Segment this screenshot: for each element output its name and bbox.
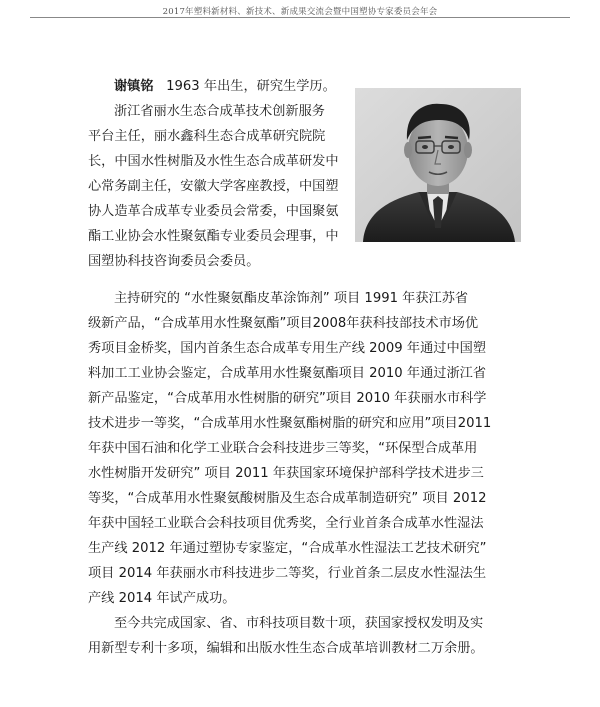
achievement-line: 年获中国轻工业联合会科技项目优秀奖，全行业首条合成革水性湿法 [88,516,484,531]
summary-line: 至今共完成国家、省、市科技项目数十项，获国家授权发明及实 [114,616,484,631]
achievement-line: 项目 2014 年获丽水市科技进步二等奖，行业首条二层皮水性湿法生 [88,566,487,581]
achievements-paragraph [88,286,528,611]
intro-line: 长，中国水性树脂及水性生态合成革研发中 [88,154,339,169]
achievement-line: 水性树脂开发研究” 项目 2011 年获国家环境保护部科学技术进步三 [88,466,484,481]
intro-first-line [114,74,352,99]
birth-education-text: 1963 年出生，研究生学历。 [166,79,336,94]
achievement-line: 等奖，“合成革用水性聚氨酸树脂及生态合成革制造研究” 项目 2012 [88,491,487,506]
achievement-line: 生产线 2012 年通过塑协专家鉴定，“合成革水性湿法工艺技术研究” [88,541,487,556]
achievement-line: 产线 2014 年试产成功。 [88,591,236,606]
intro-line: 平台主任，丽水鑫科生态合成革研究院院 [88,129,326,144]
achievement-line: 主持研究的 “水性聚氨酯皮革涂饰剂” 项目 1991 年获江苏省 [114,291,469,306]
intro-line: 国塑协科技咨询委员会委员。 [88,254,260,269]
achievement-line: 料加工工业协会鉴定，合成革用水性聚氨酯项目 2010 年通过浙江省 [88,366,487,381]
intro-line: 酯工业协会水性聚氨酯专业委员会理事，中 [88,229,339,244]
person-name: 谢镇铭 [114,79,154,94]
header-rule [30,17,570,18]
portrait-photo [355,88,521,242]
summary-line: 用新型专利十多项，编辑和出版水性生态合成革培训教材二万余册。 [88,641,484,656]
intro-line: 心常务副主任，安徽大学客座教授，中国塑 [88,179,339,194]
achievement-line: 新产品鉴定，“合成革用水性树脂的研究”项目 2010 年获丽水市科学 [88,391,487,406]
achievement-line: 年获中国石油和化学工业联合会科技进步三等奖，“环保型合成革用 [88,441,478,456]
intro-line: 浙江省丽水生态合成革技术创新服务 [114,104,325,119]
achievement-line: 技术进步一等奖，“合成革用水性聚氨酯树脂的研究和应用”项目2011 [88,416,492,431]
achievement-line: 秀项目金桥奖，国内首条生态合成革专用生产线 2009 年通过中国塑 [88,341,487,356]
summary-paragraph [88,611,528,661]
running-header: 2017年塑料新材料、新技术、新成果交流会暨中国塑协专家委员会年会 [162,7,438,17]
achievement-line: 级新产品，“合成革用水性聚氨酯”项目2008年获科技部技术市场优 [88,316,479,331]
intro-paragraph [88,74,354,274]
intro-line: 协人造革合成革专业委员会常委，中国聚氨 [88,204,339,219]
